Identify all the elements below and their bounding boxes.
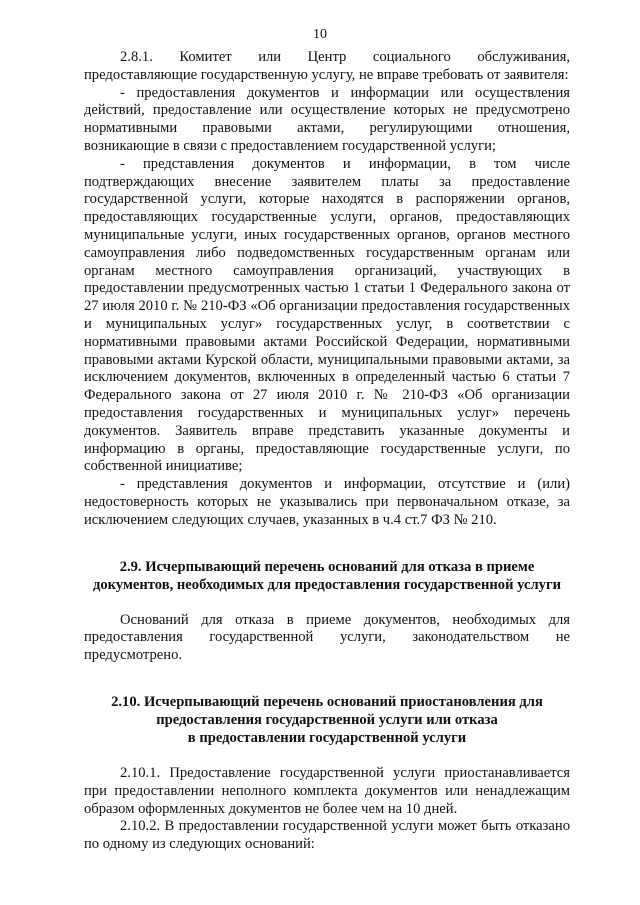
section-2-10-heading-line-1: 2.10. Исчерпывающий перечень оснований приостановления для bbox=[111, 693, 543, 710]
section-2-10-heading-line-2: предоставления государственной услуги или отказа bbox=[156, 711, 498, 728]
section-2-10-heading bbox=[93, 693, 561, 747]
section-2-9-heading: 2.9. Исчерпывающий перечень оснований для отказа в приеме документов, необходимых для предоставления государственной услуги bbox=[93, 558, 561, 593]
page-number: 10 bbox=[313, 27, 327, 42]
section-2-8-1-item-3: - представления документов и информации, отсутствие и (или) недостоверность которых не указывались при первоначальном отказе, за исключением следующих случаев, указанных в ч.4 ст.7 ФЗ № 210. bbox=[84, 476, 570, 528]
document-body bbox=[84, 49, 570, 854]
section-2-8-1-item-2: - представления документов и информации, в том числе подтверждающих внесение заявителем платы за предоставление государственной услуги, которые находятся в распоряжении органов, предоставляющих государственные услуги, органов, предоставляющих муниципальные услуги, иных государственных органов, органов местного самоуправления либо подведомственных государственным органам или органам местного самоуправления организаций, участвующих в предоставлении предусмотренных частью 1 статьи 1 Федерального закона от 27 июля 2010 г. № 210-ФЗ «Об организации предоставления государственных и муниципальных услуг» государственных услуг, в соответствии с нормативными правовыми актами Российской Федерации, нормативными правовыми актами Курской области, муниципальными правовыми актами, за исключением документов, включенных в определенный частью 6 статьи 7 Федерального закона от 27 июля 2010 г. № 210-ФЗ «Об организации предоставления государственных и муниципальных услуг» перечень документов. Заявитель вправе представить указанные документы и информацию в органы, предоставляющие государственные услуги, по собственной инициативе; bbox=[84, 155, 570, 475]
section-2-10-1-text: 2.10.1. Предоставление государственной услуги приостанавливается при предоставлении неполного комплекта документов или ненадлежащим образом оформленных документов не более чем на 10 дней. bbox=[84, 764, 570, 817]
section-2-10-heading-line-3: в предоставлении государственной услуги bbox=[187, 729, 467, 746]
section-2-8-1-intro: 2.8.1. Комитет или Центр социального обслуживания, предоставляющие государственную услугу, не вправе требовать от заявителя: bbox=[84, 49, 570, 83]
section-2-9-text: Оснований для отказа в приеме документов, необходимых для предоставления государственной услуги, законодательством не предусмотрено. bbox=[84, 611, 570, 664]
section-2-10-2-text: 2.10.2. В предоставлении государственной услуги может быть отказано по одному из следующих оснований: bbox=[84, 818, 570, 853]
section-2-8-1-item-1: - предоставления документов и информации или осуществления действий, предоставление или осуществление которых не предусмотрено нормативными правовыми актами, регулирующими отношения, возникающие в связи с предоставлением государственной услуги; bbox=[84, 84, 570, 154]
